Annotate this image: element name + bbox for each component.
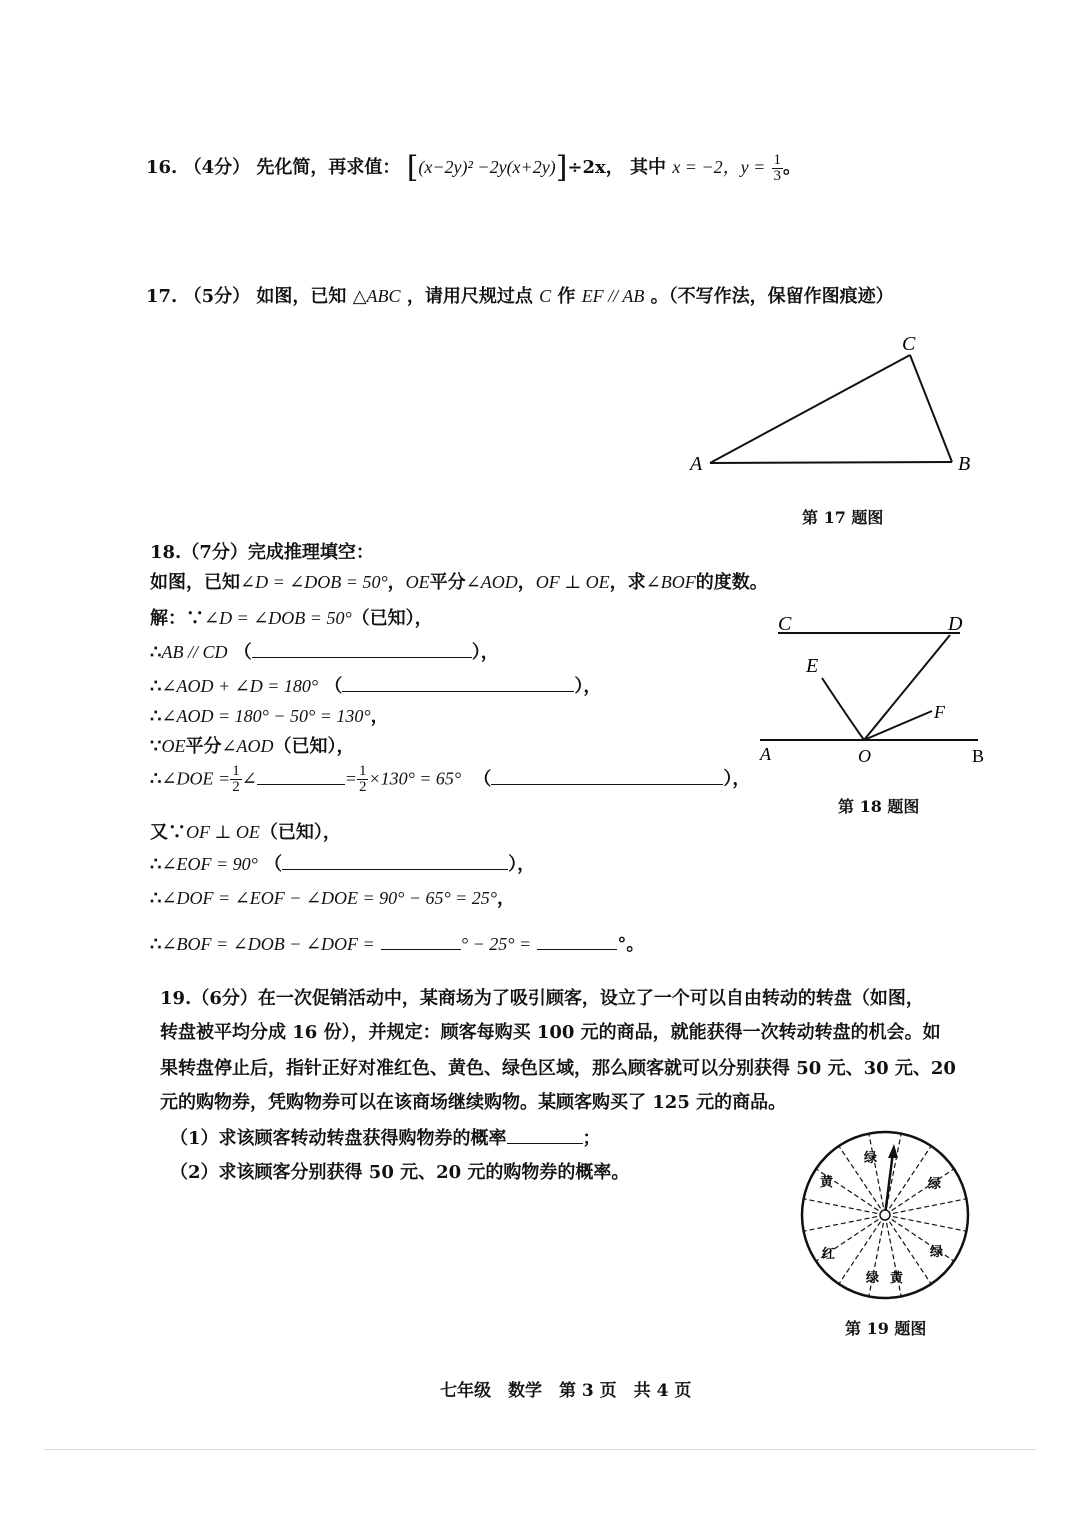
q19-sector-yellow-1: 黄 <box>820 1175 834 1190</box>
q19-wheel-center <box>880 1210 890 1220</box>
q19-wheel-divider <box>869 1135 885 1215</box>
q18-label-d: D <box>948 613 963 635</box>
q17-caption: 第 17 题图 <box>802 508 884 527</box>
q17-point: C <box>539 286 552 306</box>
page-footer: 七年级 数学 第 3 页 共 4 页 <box>440 1381 692 1401</box>
q19-sector-green-3: 绿 <box>930 1245 944 1260</box>
q18-blank-value-2[interactable] <box>537 933 617 950</box>
q16-bracket-right: ] <box>555 150 568 185</box>
q18-label-f: F <box>934 702 945 722</box>
q17-number: 17. <box>146 286 178 307</box>
q17-text-1: 如图，已知 <box>256 286 347 307</box>
q18-line-5: ∵OE平分∠AOD（已知）， <box>150 736 355 757</box>
q17-label-a: A <box>690 453 703 475</box>
q18-line-8: ∴∠EOF = 90° （ ）， <box>150 854 536 875</box>
q16-bracket-left: [ <box>406 150 419 185</box>
q18-blank-reason-1[interactable] <box>252 641 472 658</box>
q18-ray-of <box>864 711 932 740</box>
q18-blank-value-1[interactable] <box>381 933 461 950</box>
q19-wheel-divider <box>805 1199 885 1215</box>
q17-label-b: B <box>958 453 971 475</box>
q19-wheel-divider <box>885 1199 965 1215</box>
q18-heading: 18.（7分）完成推理填空： <box>150 542 374 563</box>
q19-line-2: 转盘被平均分成 16 份），并规定：顾客每购买 100 元的商品，就能获得一次转动转盘的机会。如 <box>160 1022 941 1043</box>
q17-ef-parallel-ab: EF // AB <box>581 286 645 306</box>
q17-side-bc <box>910 355 952 462</box>
q19-caption: 第 19 题图 <box>845 1319 927 1338</box>
q18-line-9: ∴∠DOF = ∠EOF − ∠DOE = 90° − 65° = 25°， <box>150 888 516 909</box>
q18-given: 如图，已知∠D = ∠DOB = 50°，OE平分∠AOD，OF ⊥ OE，求∠BOF的度数。 <box>150 572 768 593</box>
q19-spinner-wheel <box>800 1130 970 1300</box>
q19-sub-1: （1）求该顾客转动转盘获得购物券的概率 ； <box>170 1128 601 1149</box>
q18-label-e: E <box>806 655 819 677</box>
q18-blank-angle[interactable] <box>257 768 345 785</box>
q19-line-4: 元的购物券，凭购物券可以在该商场继续购物。某顾客购买了 125 元的商品。 <box>160 1092 787 1113</box>
q19-blank-probability[interactable] <box>507 1127 583 1144</box>
q18-blank-reason-2[interactable] <box>342 675 574 692</box>
q18-line-1: 解：∵∠D = ∠DOB = 50°（已知）， <box>150 608 433 629</box>
q19-sector-green-4: 绿 <box>866 1271 880 1286</box>
q17-text-4: 。（不写作法，保留作图痕迹） <box>650 286 894 307</box>
q17-label-c: C <box>902 333 916 355</box>
q18-label-o: O <box>858 746 871 766</box>
q16-expression: (x−2y)² −2y(x+2y) <box>418 157 556 177</box>
q17-triangle-figure <box>680 330 980 480</box>
q17-points: （5分） <box>183 286 251 307</box>
page-bottom-rule <box>44 1449 1036 1450</box>
q18-line-6: ∴∠DOE = $\frac{1}{2}$ ∠ = $\frac{1}{2}$ ×130° = 65° （ ）， <box>150 763 751 795</box>
q18-label-a: A <box>760 744 771 764</box>
q17-text-3: 作 <box>557 286 576 307</box>
q18-line-2: ∴AB // CD （ ）， <box>150 642 499 663</box>
q18-blank-reason-4[interactable] <box>282 853 508 870</box>
q18-blank-reason-3[interactable] <box>491 768 723 785</box>
q16-condition-prefix: 其中 <box>630 157 667 178</box>
q19-wheel-divider <box>805 1215 885 1231</box>
q17-side-ab <box>710 462 952 463</box>
q18-line-3: ∴∠AOD + ∠D = 180° （ ）， <box>150 676 602 697</box>
q18-segment-od <box>864 635 950 740</box>
q19-sector-red: 红 <box>822 1247 836 1262</box>
q16-division: ÷2x， <box>567 157 624 178</box>
question-17 <box>146 282 894 308</box>
q18-label-b: B <box>972 746 985 766</box>
q19-wheel-divider <box>885 1215 965 1231</box>
q16-y-fraction: $\frac{1}{3}$ <box>773 151 782 184</box>
q18-label-c: C <box>778 613 792 635</box>
question-16 <box>146 150 801 185</box>
q19-line-3: 果转盘停止后，指针正好对准红色、黄色、绿色区域，那么顾客就可以分别获得 50 元、30 元、20 <box>160 1058 956 1079</box>
q18-line-7: 又∵OF ⊥ OE（已知）， <box>150 822 341 843</box>
q16-end: 。 <box>783 157 802 178</box>
q19-line-1: 19.（6分）在一次促销活动中，某商场为了吸引顾客，设立了一个可以自由转动的转盘（如图， <box>160 988 924 1009</box>
q18-line-4: ∴∠AOD = 180° − 50° = 130°， <box>150 706 389 727</box>
q19-sector-yellow-2: 黄 <box>890 1271 904 1286</box>
q16-condition: x = −2，y = <box>672 157 766 177</box>
q19-pointer-head <box>888 1144 898 1158</box>
q17-side-ac <box>710 355 910 463</box>
q19-sector-green-1: 绿 <box>864 1151 878 1166</box>
q18-figure <box>750 608 1000 768</box>
q16-points: （4分） <box>183 157 251 178</box>
q16-number: 16. <box>146 157 178 178</box>
q18-ray-oe <box>822 678 864 740</box>
q19-sub-2: （2）求该顾客分别获得 50 元、20 元的购物券的概率。 <box>170 1162 630 1183</box>
q18-caption: 第 18 题图 <box>838 797 920 816</box>
q19-sector-green-2: 绿 <box>928 1177 942 1192</box>
q17-text-2: ，请用尺规过点 <box>406 286 533 307</box>
q17-triangle: △ABC <box>352 286 401 306</box>
q16-text: 先化简，再求值： <box>256 157 401 178</box>
q18-line-10: ∴∠BOF = ∠DOB − ∠DOF = ° − 25° = °。 <box>150 934 645 955</box>
